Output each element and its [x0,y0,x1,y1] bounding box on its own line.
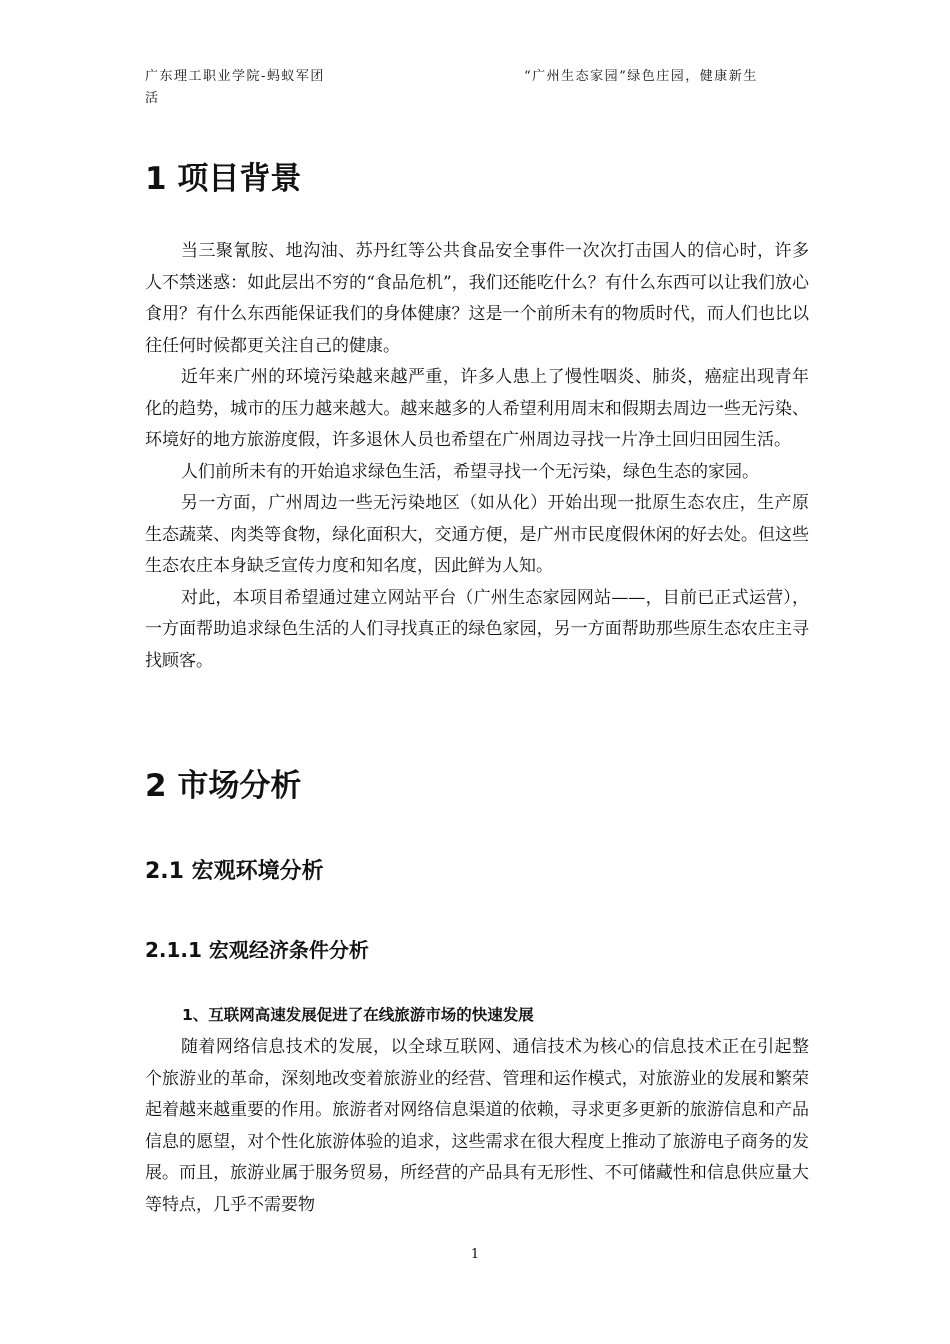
section-2-body [145,1032,809,1221]
paragraph: 人们前所未有的开始追求绿色生活，希望寻找一个无污染，绿色生态的家园。 [181,461,759,482]
point-1-title: 1、互联网高速发展促进了在线旅游市场的快速发展 [182,1006,534,1024]
section-1-title: 1 项目背景 [145,161,302,197]
section-1-body [145,236,809,677]
paragraph: 另一方面，广州周边一些无污染地区（如从化）开始出现一批原生态农庄，生产原生态蔬菜、肉类等食物，绿化面积大，交通方便，是广州市民度假休闲的好去处。但这些生态农庄本身缺乏宣传力度和知名度，因此鲜为人知。 [145,493,809,576]
header-left [145,66,385,110]
paragraph: 对此，本项目希望通过建立网站平台（广州生态家园网站——，目前已正式运营），一方面帮助追求绿色生活的人们寻找真正的绿色家园，另一方面帮助那些原生态农庄主寻找顾客。 [145,587,809,671]
section-2-1-1-title: 2.1.1 宏观经济条件分析 [145,938,369,962]
paragraph: 近年来广州的环境污染越来越严重，许多人患上了慢性咽炎、肺炎，癌症出现青年化的趋势，城市的压力越来越大。越来越多的人希望利用周末和假期去周边一些无污染、环境好的地方旅游度假，许多退休人员也希望在广州周边寻找一片净土回归田园生活。 [145,367,809,450]
page-number: 1 [470,1247,480,1262]
section-2-1-title: 2.1 宏观环境分析 [145,859,324,884]
header-left-text: 广东理工职业学院-蚂蚁军团 [145,69,325,84]
section-2-title: 2 市场分析 [145,768,302,804]
header-right: “广州生态家园”绿色庄园，健康新生 [524,69,758,84]
paragraph: 随着网络信息技术的发展，以全球互联网、通信技术为核心的信息技术正在引起整个旅游业的革命，深刻地改变着旅游业的经营、管理和运作模式，对旅游业的发展和繁荣起着越来越重要的作用。旅游者对网络信息渠道的依赖，寻求更多更新的旅游信息和产品信息的愿望，对个性化旅游体验的追求，这些需求在很大程度上推动了旅游电子商务的发展。而且，旅游业属于服务贸易，所经营的产品具有无形性、不可储藏性和信息供应量大等特点，几乎不需要物 [145,1037,809,1215]
paragraph: 当三聚氰胺、地沟油、苏丹红等公共食品安全事件一次次打击国人的信心时，许多人不禁迷惑：如此层出不穷的“食品危机”，我们还能吃什么？有什么东西可以让我们放心食用？有什么东西能保证我们的身体健康？这是一个前所未有的物质时代，而人们也比以往任何时候都更关注自己的健康。 [145,241,809,356]
header-wrap-text: 活 [145,91,160,106]
